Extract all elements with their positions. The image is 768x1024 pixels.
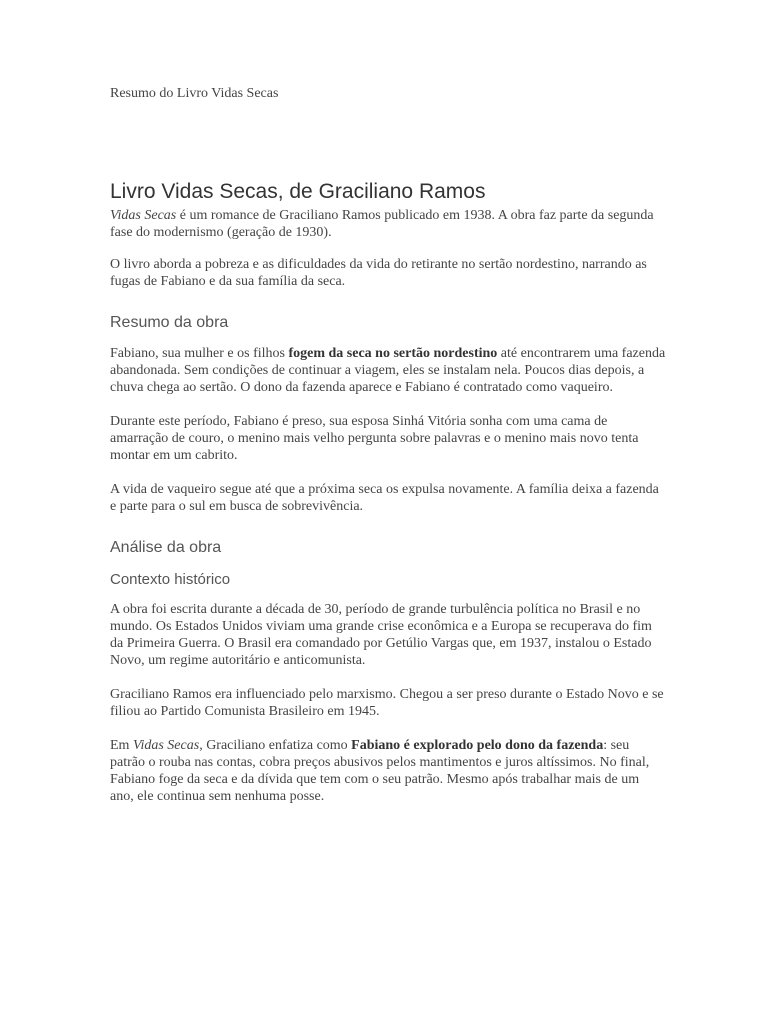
intro-paragraph-1	[110, 207, 666, 241]
analise-p3-before: Em	[110, 738, 133, 753]
resumo-paragraph-1	[110, 345, 666, 396]
resumo-paragraph-3: A vida de vaqueiro segue até que a próxima seca os expulsa novamente. A família deixa a fazenda e parte para o sul em busca de sobrevivência.	[110, 482, 659, 514]
intro-paragraph-1-text: é um romance de Graciliano Ramos publicado em 1938. A obra faz parte da segunda fase do modernismo (geração de 1930).	[110, 208, 654, 240]
resumo-p1-after: até encontrarem uma fazenda abandonada. Sem condições de continuar a viagem, eles se instalam nela. Poucos dias depois, a chuva chega ao sertão. O dono da fazenda aparece e Fabiano é contratado como vaqueiro.	[110, 346, 666, 395]
resumo-paragraph-2: Durante este período, Fabiano é preso, sua esposa Sinhá Vitória sonha com uma cama de amarração de couro, o menino mais velho pergunta sobre palavras e o menino mais novo tenta montar em um cabrito.	[110, 414, 639, 463]
section-heading-resumo: Resumo da obra	[110, 314, 229, 331]
analise-paragraph-3	[110, 737, 666, 805]
analise-p3-bold: Fabiano é explorado pelo dono da fazenda	[351, 738, 604, 753]
resumo-p1-before: Fabiano, sua mulher e os filhos	[110, 346, 289, 361]
intro-paragraph-2: O livro aborda a pobreza e as dificuldades da vida do retirante no sertão nordestino, narrando as fugas de Fabiano e da sua família da seca.	[110, 257, 647, 289]
resumo-p1-bold: fogem da seca no sertão nordestino	[288, 346, 498, 361]
book-title-italic: Vidas Secas	[110, 208, 177, 223]
document-body	[110, 178, 666, 822]
analise-paragraph-2: Graciliano Ramos era influenciado pelo marxismo. Chegou a ser preso durante o Estado Novo e se filiou ao Partido Comunista Brasileiro em 1945.	[110, 687, 664, 719]
analise-p3-middle: , Graciliano enfatiza como	[199, 738, 352, 753]
section-heading-analise: Análise da obra	[110, 539, 222, 556]
analise-p3-after: : seu patrão o rouba nas contas, cobra preços abusivos pelos mantimentos e juros altíssimos. No final, Fabiano foge da seca e da dívida que tem com o seu patrão. Mesmo após trabalhar mais de um ano, ele continua sem nenhuma posse.	[110, 738, 650, 804]
document-header: Resumo do Livro Vidas Secas	[110, 86, 279, 101]
subsection-heading-contexto: Contexto histórico	[110, 571, 231, 588]
analise-p3-italic: Vidas Secas	[132, 738, 200, 753]
analise-paragraph-1: A obra foi escrita durante a década de 30, período de grande turbulência política no Brasil e no mundo. Os Estados Unidos viviam uma grande crise econômica e a Europa se recuperava do fim da Primeira Guerra. O Brasil era comandado por Getúlio Vargas que, em 1937, instalou o Estado Novo, um regime autoritário e anticomunista.	[110, 602, 652, 668]
article-title: Livro Vidas Secas, de Graciliano Ramos	[110, 180, 486, 203]
